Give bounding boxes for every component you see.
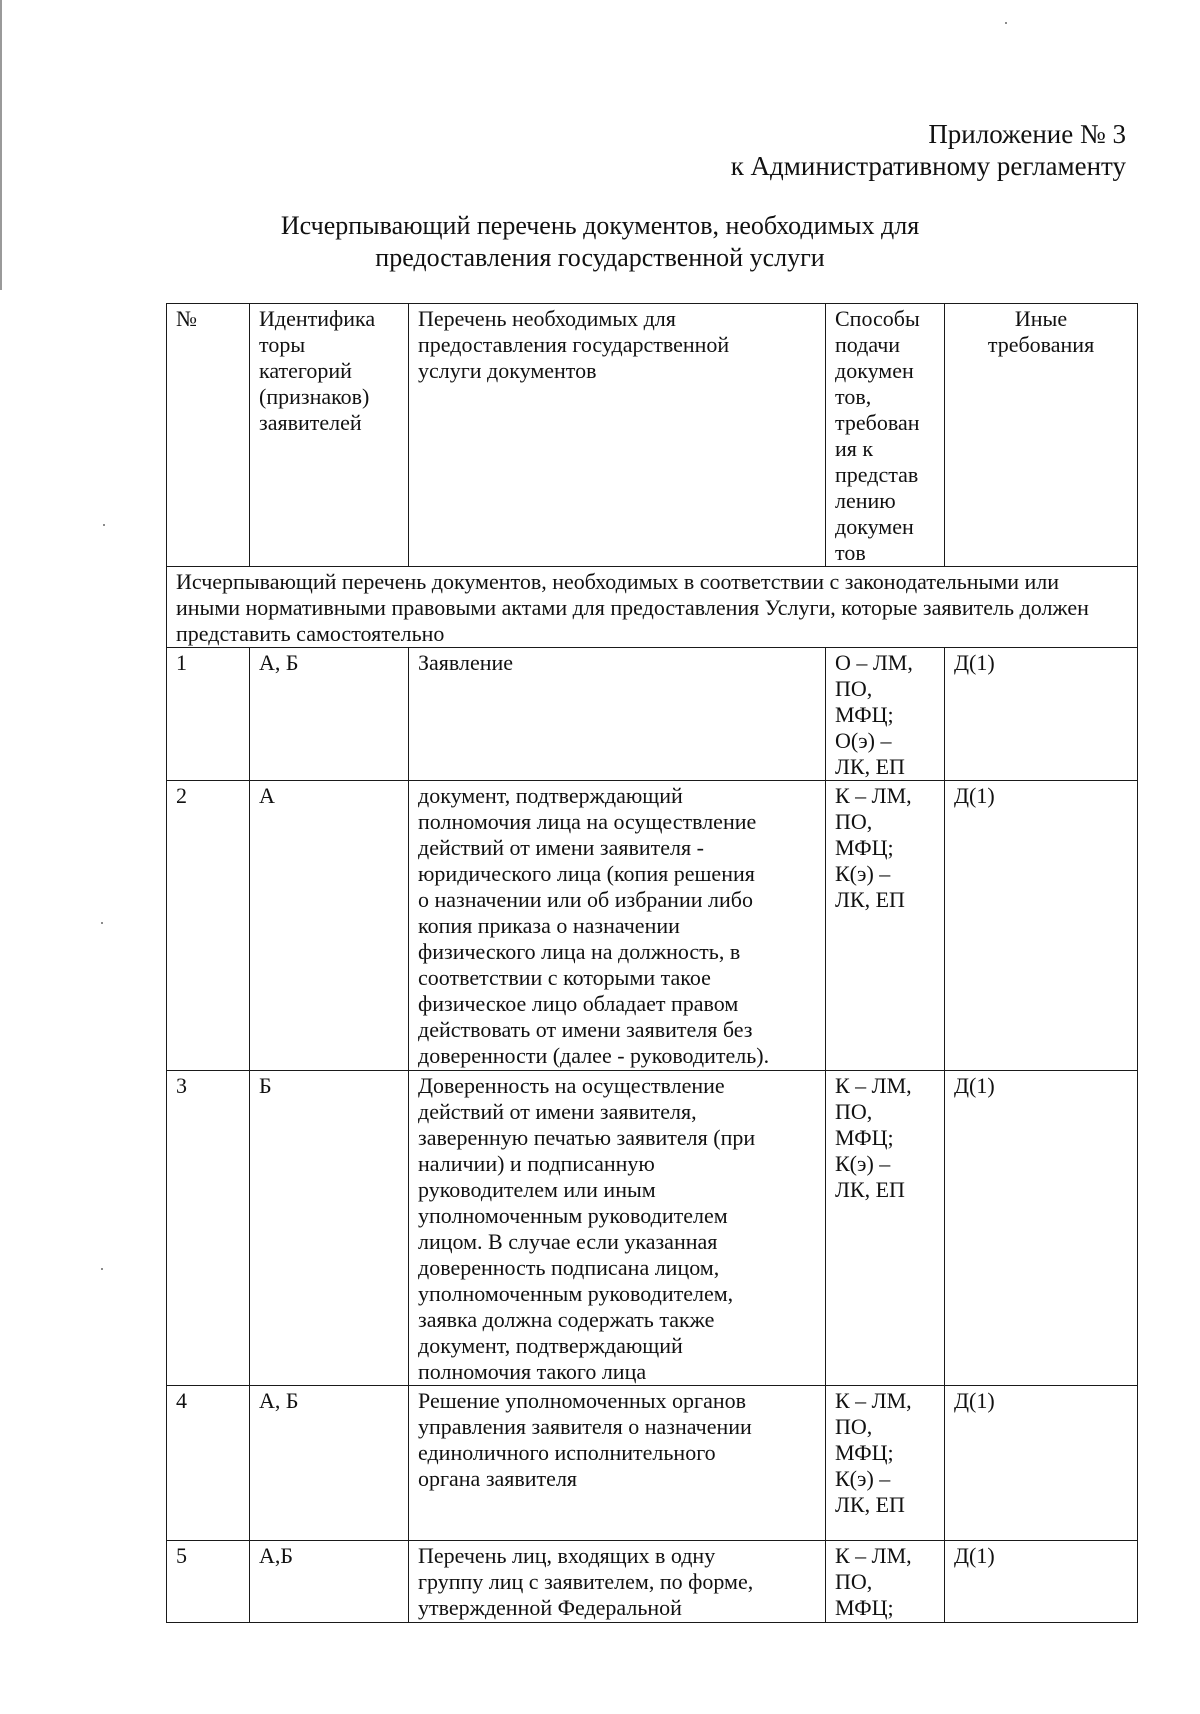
row-document: Перечень лиц, входящих в одну группу лиц с заявителем, по форме, утвержденной Федеральной (409, 1541, 826, 1623)
row-number: 4 (167, 1386, 250, 1541)
title-line-2: предоставления государственной услуги (375, 243, 825, 272)
row-category: А, Б (250, 648, 409, 781)
row-number: 1 (167, 648, 250, 781)
scan-edge-line (0, 0, 2, 290)
row-other: Д(1) (945, 1386, 1138, 1541)
header-category: Идентифика торы категорий (признаков) заявителей (250, 304, 409, 567)
annex-reference: к Административному регламенту (730, 151, 1126, 181)
row-methods: К – ЛМ, ПО, МФЦ; К(э) – ЛК, ЕП (826, 781, 945, 1071)
row-other: Д(1) (945, 648, 1138, 781)
row-category: А, Б (250, 1386, 409, 1541)
scan-speck (1005, 22, 1007, 24)
row-number: 2 (167, 781, 250, 1071)
row-other: Д(1) (945, 1541, 1138, 1623)
annex-header (731, 118, 1126, 182)
scan-speck (103, 524, 105, 526)
header-other: Иные требования (945, 304, 1138, 567)
row-category: Б (250, 1071, 409, 1386)
row-methods: О – ЛМ, ПО, МФЦ; О(э) – ЛК, ЕП (826, 648, 945, 781)
header-documents: Перечень необходимых для предоставления государственной услуги документов (409, 304, 826, 567)
requirements-table (166, 303, 1138, 1623)
header-methods: Способы подачи докумен тов, требован ия к представ лению докумен тов (826, 304, 945, 567)
row-document: документ, подтверждающий полномочия лица на осуществление действий от имени заявителя - юридического лица (копия решения о назначении или об избрании либо копия приказа о назначении физического лица на должность, в соответствии с которыми такое физическое лицо обладает правом действовать от имени заявителя без доверенности (далее - руководитель). (409, 781, 826, 1071)
scan-speck (101, 1268, 103, 1270)
row-methods: К – ЛМ, ПО, МФЦ; К(э) – ЛК, ЕП (826, 1386, 945, 1541)
section-row (167, 567, 1138, 648)
annex-number: Приложение № 3 (928, 119, 1126, 149)
header-number: № (167, 304, 250, 567)
row-other: Д(1) (945, 1071, 1138, 1386)
row-document: Решение уполномоченных органов управления заявителя о назначении единоличного исполнительного органа заявителя (409, 1386, 826, 1541)
table-row (167, 781, 1138, 1071)
scan-speck (101, 922, 103, 924)
document-title (250, 210, 950, 274)
row-document: Доверенность на осуществление действий от имени заявителя, заверенную печатью заявителя (при наличии) и подписанную руководителем или иным уполномоченным руководителем лицом. В случае если указанная доверенность подписана лицом, уполномоченным руководителем, заявка должна содержать также документ, подтверждающий полномочия такого лица (409, 1071, 826, 1386)
row-document: Заявление (409, 648, 826, 781)
row-number: 5 (167, 1541, 250, 1623)
table-row (167, 1071, 1138, 1386)
title-line-1: Исчерпывающий перечень документов, необходимых для (280, 211, 920, 240)
row-methods: К – ЛМ, ПО, МФЦ; (826, 1541, 945, 1623)
row-methods: К – ЛМ, ПО, МФЦ; К(э) – ЛК, ЕП (826, 1071, 945, 1386)
section-caption: Исчерпывающий перечень документов, необходимых в соответствии с законодательными или иными нормативными правовыми актами для предоставления Услуги, которые заявитель должен представить самостоятельно (167, 567, 1138, 648)
row-number: 3 (167, 1071, 250, 1386)
table-row (167, 648, 1138, 781)
row-category: А,Б (250, 1541, 409, 1623)
table-row (167, 1541, 1138, 1623)
row-other: Д(1) (945, 781, 1138, 1071)
row-category: А (250, 781, 409, 1071)
table-header-row (167, 304, 1138, 567)
table-row (167, 1386, 1138, 1541)
